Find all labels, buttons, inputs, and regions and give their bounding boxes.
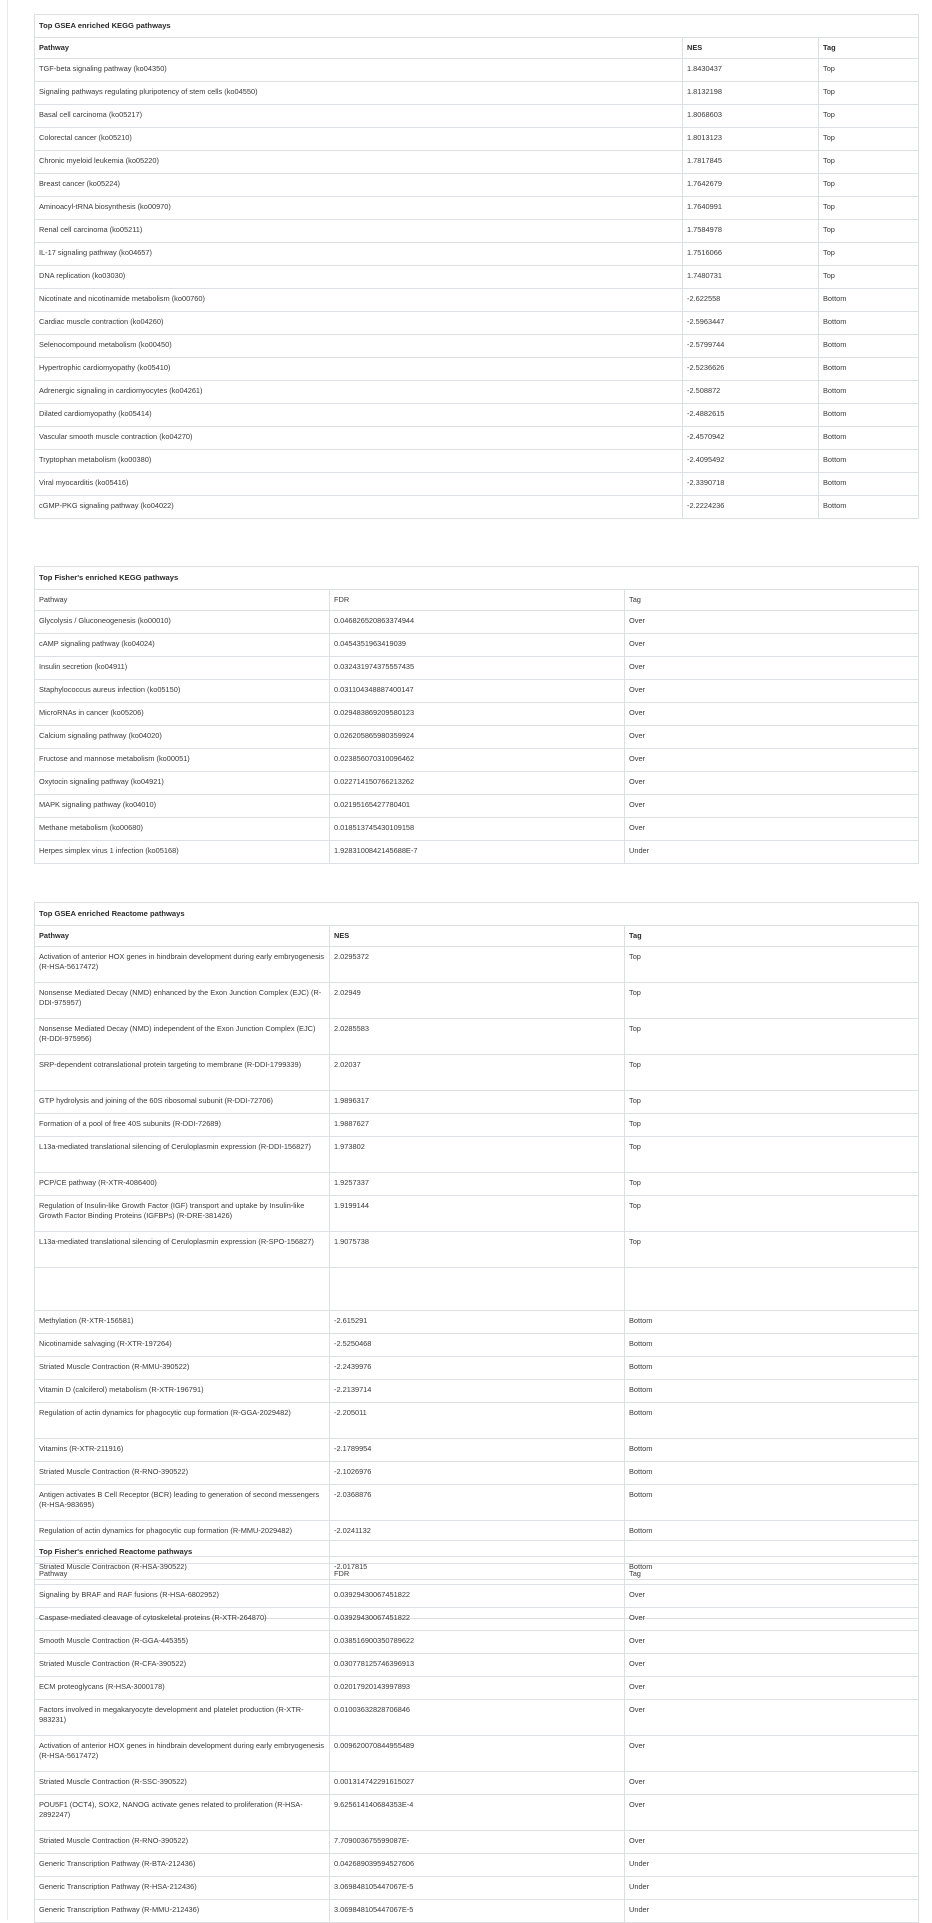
tag-cell: Top [625,1091,919,1114]
pathway-cell: Smooth Muscle Contraction (R-GGA-445355) [35,1631,330,1654]
table-row [35,1311,919,1334]
pathway-cell: Activation of anterior HOX genes in hindbrain development during early embryogenesis (R-HSA-5617472) [35,947,330,983]
tag-cell: Over [625,611,919,634]
table-row [35,1585,919,1608]
pathway-cell: Viral myocarditis (ko05416) [35,473,683,496]
value-cell: -2.508872 [683,381,819,404]
table-row [35,266,919,289]
pathway-cell: Striated Muscle Contraction (R-RNO-390522) [35,1462,330,1485]
kegg-fisher-title: Top Fisher's enriched KEGG pathways [34,566,919,589]
pathway-cell: Adrenergic signaling in cardiomyocytes (ko04261) [35,381,683,404]
value-cell: 0.042689039594527606 [330,1854,625,1877]
value-cell: 0.0454351963419039 [330,634,625,657]
value-cell: 1.7516066 [683,243,819,266]
tag-cell: Top [819,266,919,289]
table-row [35,1831,919,1854]
pathway-cell: ECM proteoglycans (R-HSA-3000178) [35,1677,330,1700]
tag-cell: Bottom [819,381,919,404]
value-cell: -2.4882615 [683,404,819,427]
tag-cell: Over [625,818,919,841]
spacer-cell [625,1268,919,1311]
value-cell: -2.3390718 [683,473,819,496]
kegg-gsea-section [34,14,918,519]
reactome-fisher-section [34,1540,918,1923]
kegg-fisher-table [34,566,919,864]
value-cell: 1.8068603 [683,105,819,128]
table-row [35,105,919,128]
value-cell: 0.030778125746396913 [330,1654,625,1677]
column-header-pathway: Pathway [35,38,683,59]
pathway-cell: cAMP signaling pathway (ko04024) [35,634,330,657]
value-cell: -2.5963447 [683,312,819,335]
pathway-cell: Vitamin D (calciferol) metabolism (R-XTR-196791) [35,1380,330,1403]
tag-cell: Over [625,634,919,657]
pathway-cell: Signaling pathways regulating pluripotency of stem cells (ko04550) [35,82,683,105]
tag-cell: Bottom [625,1485,919,1521]
table-row [35,151,919,174]
tag-cell: Bottom [625,1357,919,1380]
table-row [35,1462,919,1485]
value-cell: 1.973802 [330,1137,625,1173]
column-header-pathway: Pathway [35,590,330,611]
tag-cell: Bottom [819,404,919,427]
value-cell: -2.5236626 [683,358,819,381]
value-cell: 3.069848105447067E-5 [330,1877,625,1900]
table-row [35,947,919,983]
value-cell: -2.4570942 [683,427,819,450]
pathway-cell: Generic Transcription Pathway (R-BTA-212436) [35,1854,330,1877]
value-cell: 1.9075738 [330,1232,625,1268]
value-cell: 1.9896317 [330,1091,625,1114]
value-cell: 0.02195165427780401 [330,795,625,818]
tag-cell: Over [625,726,919,749]
table-row [35,1700,919,1736]
tag-cell: Top [819,220,919,243]
value-cell: 0.001314742291615027 [330,1772,625,1795]
tag-cell: Over [625,1772,919,1795]
tag-cell: Over [625,680,919,703]
table-row [35,1900,919,1923]
reactome-gsea-section [34,902,918,1619]
pathway-cell: Signaling by BRAF and RAF fusions (R-HSA-6802952) [35,1585,330,1608]
tag-cell: Over [625,795,919,818]
table-row [35,1854,919,1877]
reactome-fisher-body [35,1585,919,1923]
value-cell: 1.7584978 [683,220,819,243]
pathway-cell: PCP/CE pathway (R-XTR-4086400) [35,1173,330,1196]
value-cell: 0.029483869209580123 [330,703,625,726]
value-cell: 1.7817845 [683,151,819,174]
tag-cell: Under [625,1900,919,1923]
value-cell: 0.009620070844955489 [330,1736,625,1772]
table-row [35,128,919,151]
table-row [35,358,919,381]
column-header-nes: NES [330,926,625,947]
tag-cell: Bottom [819,496,919,519]
column-header-pathway: Pathway [35,1564,330,1585]
pathway-cell: Striated Muscle Contraction (R-RNO-390522) [35,1831,330,1854]
tag-cell: Top [819,82,919,105]
table-row [35,1877,919,1900]
value-cell: 0.046826520863374944 [330,611,625,634]
tag-cell: Over [625,1677,919,1700]
column-header-tag: Tag [625,926,919,947]
table-row [35,496,919,519]
table-row [35,1173,919,1196]
table-row [35,335,919,358]
tag-cell: Top [625,1019,919,1055]
tag-cell: Top [819,59,919,82]
pathway-cell: IL-17 signaling pathway (ko04657) [35,243,683,266]
page-left-rule [7,0,8,1920]
tag-cell: Top [625,1196,919,1232]
table-row [35,1091,919,1114]
tag-cell: Top [625,1173,919,1196]
pathway-cell: Oxytocin signaling pathway (ko04921) [35,772,330,795]
value-cell: 1.8013123 [683,128,819,151]
table-row [35,312,919,335]
tag-cell: Over [625,772,919,795]
value-cell: -2.205011 [330,1403,625,1439]
value-cell: 0.03929430067451822 [330,1585,625,1608]
pathway-cell: POU5F1 (OCT4), SOX2, NANOG activate genes related to proliferation (R-HSA-2892247) [35,1795,330,1831]
pathway-cell: Methane metabolism (ko00680) [35,818,330,841]
pathway-cell: Aminoacyl-tRNA biosynthesis (ko00970) [35,197,683,220]
value-cell: 1.9887627 [330,1114,625,1137]
value-cell: 0.031104348887400147 [330,680,625,703]
column-header-nes: NES [683,38,819,59]
table-row [35,749,919,772]
table-row [35,1772,919,1795]
tag-cell: Over [625,1608,919,1631]
value-cell: 0.01003632828706846 [330,1700,625,1736]
pathway-cell: cGMP-PKG signaling pathway (ko04022) [35,496,683,519]
tag-cell: Top [819,243,919,266]
value-cell: -2.4095492 [683,450,819,473]
table-row [35,1019,919,1055]
table-row [35,1196,919,1232]
value-cell: 2.02037 [330,1055,625,1091]
value-cell: 0.032431974375557435 [330,657,625,680]
pathway-cell: Tryptophan metabolism (ko00380) [35,450,683,473]
value-cell: -2.2439976 [330,1357,625,1380]
tag-cell: Bottom [819,289,919,312]
pathway-cell: Herpes simplex virus 1 infection (ko05168) [35,841,330,864]
tag-cell: Bottom [819,427,919,450]
value-cell: -2.5799744 [683,335,819,358]
pathway-cell: Methylation (R-XTR-156581) [35,1311,330,1334]
table-row [35,1334,919,1357]
pathway-cell: Cardiac muscle contraction (ko04260) [35,312,683,335]
table-row [35,818,919,841]
pathway-cell: Staphylococcus aureus infection (ko05150) [35,680,330,703]
pathway-cell: Regulation of actin dynamics for phagocytic cup formation (R-MMU-2029482) [35,1521,330,1557]
value-cell: 2.02949 [330,983,625,1019]
table-row [35,1055,919,1091]
kegg-fisher-section [34,566,918,864]
value-cell: 1.7642679 [683,174,819,197]
table-row [35,174,919,197]
column-header-fdr: FDR [330,590,625,611]
value-cell: -2.0241132 [330,1521,625,1557]
tag-cell: Top [819,105,919,128]
value-cell: -2.615291 [330,1311,625,1334]
table-row [35,473,919,496]
pathway-cell: L13a-mediated translational silencing of Ceruloplasmin expression (R-DDI-156827) [35,1137,330,1173]
tag-cell: Top [625,983,919,1019]
pathway-cell: MAPK signaling pathway (ko04010) [35,795,330,818]
column-header-tag: Tag [625,590,919,611]
tag-cell: Top [819,128,919,151]
value-cell: 2.0295372 [330,947,625,983]
tag-cell: Top [819,197,919,220]
kegg-gsea-body [35,59,919,519]
pathway-cell: Breast cancer (ko05224) [35,174,683,197]
table-row [35,220,919,243]
column-header-tag: Tag [625,1564,919,1585]
value-cell: -2.5250468 [330,1334,625,1357]
kegg-fisher-body [35,611,919,864]
table-row [35,841,919,864]
column-header-fdr: FDR [330,1564,625,1585]
table-row [35,404,919,427]
table-row [35,657,919,680]
value-cell: 0.026205865980359924 [330,726,625,749]
value-cell: 2.0285583 [330,1019,625,1055]
tag-cell: Top [625,1137,919,1173]
table-row [35,1736,919,1772]
pathway-cell: Striated Muscle Contraction (R-MMU-390522) [35,1357,330,1380]
tag-cell: Under [625,1854,919,1877]
value-cell: 0.023856070310096462 [330,749,625,772]
value-cell: 1.9199144 [330,1196,625,1232]
value-cell: 1.8132198 [683,82,819,105]
pathway-cell: Chronic myeloid leukemia (ko05220) [35,151,683,174]
table-row [35,703,919,726]
table-row [35,59,919,82]
tag-cell: Over [625,657,919,680]
table-row [35,1232,919,1268]
table-row [35,1485,919,1521]
table-row [35,772,919,795]
tag-cell: Bottom [819,358,919,381]
pathway-cell: Antigen activates B Cell Receptor (BCR) leading to generation of second messengers (R-HSA-983695) [35,1485,330,1521]
spacer-cell [35,1268,330,1311]
pathway-cell: Generic Transcription Pathway (R-MMU-212436) [35,1900,330,1923]
value-cell: 9.625614140684353E-4 [330,1795,625,1831]
tag-cell: Bottom [625,1439,919,1462]
reactome-fisher-title: Top Fisher's enriched Reactome pathways [34,1540,919,1563]
value-cell: 0.018513745430109158 [330,818,625,841]
pathway-cell: Vascular smooth muscle contraction (ko04270) [35,427,683,450]
value-cell: 0.03929430067451822 [330,1608,625,1631]
value-cell: 0.02017920143997893 [330,1677,625,1700]
tag-cell: Over [625,703,919,726]
table-row [35,795,919,818]
value-cell: -2.2139714 [330,1380,625,1403]
spacer-cell [330,1268,625,1311]
column-header-tag: Tag [819,38,919,59]
tag-cell: Over [625,1585,919,1608]
value-cell: -2.017815 [330,1557,625,1580]
table-row [35,1114,919,1137]
pathway-cell: L13a-mediated translational silencing of Ceruloplasmin expression (R-SPO-156827) [35,1232,330,1268]
value-cell: 1.7640991 [683,197,819,220]
tag-cell: Bottom [819,335,919,358]
table-row [35,983,919,1019]
pathway-cell: Renal cell carcinoma (ko05211) [35,220,683,243]
reactome-gsea-body [35,947,919,1619]
table-row [35,1137,919,1173]
pathway-cell: Striated Muscle Contraction (R-SSC-390522) [35,1772,330,1795]
tag-cell: Over [625,1631,919,1654]
pathway-cell: Nonsense Mediated Decay (NMD) enhanced by the Exon Junction Complex (EJC) (R-DDI-975957) [35,983,330,1019]
table-row [35,82,919,105]
tag-cell: Over [625,1654,919,1677]
pathway-cell: TGF-beta signaling pathway (ko04350) [35,59,683,82]
tag-cell: Bottom [625,1557,919,1580]
pathway-cell: Caspase-mediated cleavage of cytoskeletal proteins (R-XTR-264870) [35,1608,330,1631]
pathway-cell: Nonsense Mediated Decay (NMD) independent of the Exon Junction Complex (EJC) (R-DDI-975956) [35,1019,330,1055]
tag-cell: Top [625,1055,919,1091]
tag-cell: Bottom [625,1380,919,1403]
table-row [35,1439,919,1462]
value-cell: -2.1026976 [330,1462,625,1485]
pathway-cell: Formation of a pool of free 40S subunits (R-DDI-72689) [35,1114,330,1137]
tag-cell: Top [625,1232,919,1268]
table-row [35,726,919,749]
table-row [35,1677,919,1700]
pathway-cell: Regulation of Insulin-like Growth Factor (IGF) transport and uptake by Insulin-like Growth Factor Binding Proteins (IGFBPs) (R-DRE-381426) [35,1196,330,1232]
pathway-cell: Striated Muscle Contraction (R-CFA-390522) [35,1654,330,1677]
tag-cell: Over [625,749,919,772]
table-row [35,427,919,450]
group-spacer-row [35,1268,919,1311]
kegg-gsea-table [34,14,919,519]
table-row [35,450,919,473]
table-row [35,634,919,657]
table-row [35,1631,919,1654]
value-cell: -2.622558 [683,289,819,312]
tag-cell: Top [819,174,919,197]
tag-cell: Top [625,947,919,983]
pathway-cell: MicroRNAs in cancer (ko05206) [35,703,330,726]
reactome-gsea-title: Top GSEA enriched Reactome pathways [34,902,919,925]
tag-cell: Bottom [625,1521,919,1557]
tag-cell: Over [625,1700,919,1736]
value-cell: 7.709003675599087E- [330,1831,625,1854]
pathway-cell: Calcium signaling pathway (ko04020) [35,726,330,749]
tag-cell: Bottom [625,1462,919,1485]
table-row [35,1795,919,1831]
pathway-cell: Regulation of actin dynamics for phagocytic cup formation (R-GGA-2029482) [35,1403,330,1439]
pathway-cell: Striated Muscle Contraction (R-HSA-390522) [35,1557,330,1580]
tag-cell: Bottom [819,450,919,473]
pathway-cell: Hypertrophic cardiomyopathy (ko05410) [35,358,683,381]
pathway-cell: Fructose and mannose metabolism (ko00051) [35,749,330,772]
pathway-cell: Generic Transcription Pathway (R-HSA-212436) [35,1877,330,1900]
pathway-cell: Factors involved in megakaryocyte development and platelet production (R-XTR-983231) [35,1700,330,1736]
tag-cell: Top [625,1114,919,1137]
value-cell: -2.0368876 [330,1485,625,1521]
tag-cell: Bottom [625,1311,919,1334]
pathway-cell: Basal cell carcinoma (ko05217) [35,105,683,128]
column-header-pathway: Pathway [35,926,330,947]
table-row [35,381,919,404]
table-row [35,289,919,312]
value-cell: 0.022714150766213262 [330,772,625,795]
pathway-cell: Nicotinamide salvaging (R-XTR-197264) [35,1334,330,1357]
pathway-cell: GTP hydrolysis and joining of the 60S ribosomal subunit (R-DDI-72706) [35,1091,330,1114]
pathway-cell: Nicotinate and nicotinamide metabolism (ko00760) [35,289,683,312]
tag-cell: Over [625,1736,919,1772]
value-cell: 3.069848105447067E-5 [330,1900,625,1923]
tag-cell: Bottom [819,473,919,496]
pathway-cell: DNA replication (ko03030) [35,266,683,289]
tag-cell: Top [819,151,919,174]
table-row [35,1654,919,1677]
value-cell: 1.7480731 [683,266,819,289]
table-row [35,680,919,703]
value-cell: 1.9283100842145688E-7 [330,841,625,864]
table-row [35,1608,919,1631]
pathway-cell: Vitamins (R-XTR-211916) [35,1439,330,1462]
reactome-gsea-table [34,902,919,1619]
pathway-cell: SRP-dependent cotranslational protein targeting to membrane (R-DDI-1799339) [35,1055,330,1091]
tag-cell: Bottom [819,312,919,335]
pathway-cell: Glycolysis / Gluconeogenesis (ko00010) [35,611,330,634]
pathway-cell: Dilated cardiomyopathy (ko05414) [35,404,683,427]
pathway-cell: Activation of anterior HOX genes in hindbrain development during early embryogenesis (R-HSA-5617472) [35,1736,330,1772]
table-row [35,1357,919,1380]
table-row [35,1380,919,1403]
tag-cell: Bottom [625,1403,919,1439]
value-cell: 0.038516900350789622 [330,1631,625,1654]
value-cell: -2.2224236 [683,496,819,519]
tag-cell: Under [625,841,919,864]
pathway-cell: Colorectal cancer (ko05210) [35,128,683,151]
tag-cell: Over [625,1795,919,1831]
tag-cell: Under [625,1877,919,1900]
table-row [35,1403,919,1439]
table-row [35,611,919,634]
tag-cell: Over [625,1831,919,1854]
table-row [35,243,919,266]
kegg-gsea-title: Top GSEA enriched KEGG pathways [34,14,919,37]
pathway-cell: Selenocompound metabolism (ko00450) [35,335,683,358]
reactome-fisher-table [34,1540,919,1923]
value-cell: 1.8430437 [683,59,819,82]
value-cell: -2.1789954 [330,1439,625,1462]
tag-cell: Bottom [625,1334,919,1357]
pathway-cell: Insulin secretion (ko04911) [35,657,330,680]
value-cell: 1.9257337 [330,1173,625,1196]
table-row [35,197,919,220]
